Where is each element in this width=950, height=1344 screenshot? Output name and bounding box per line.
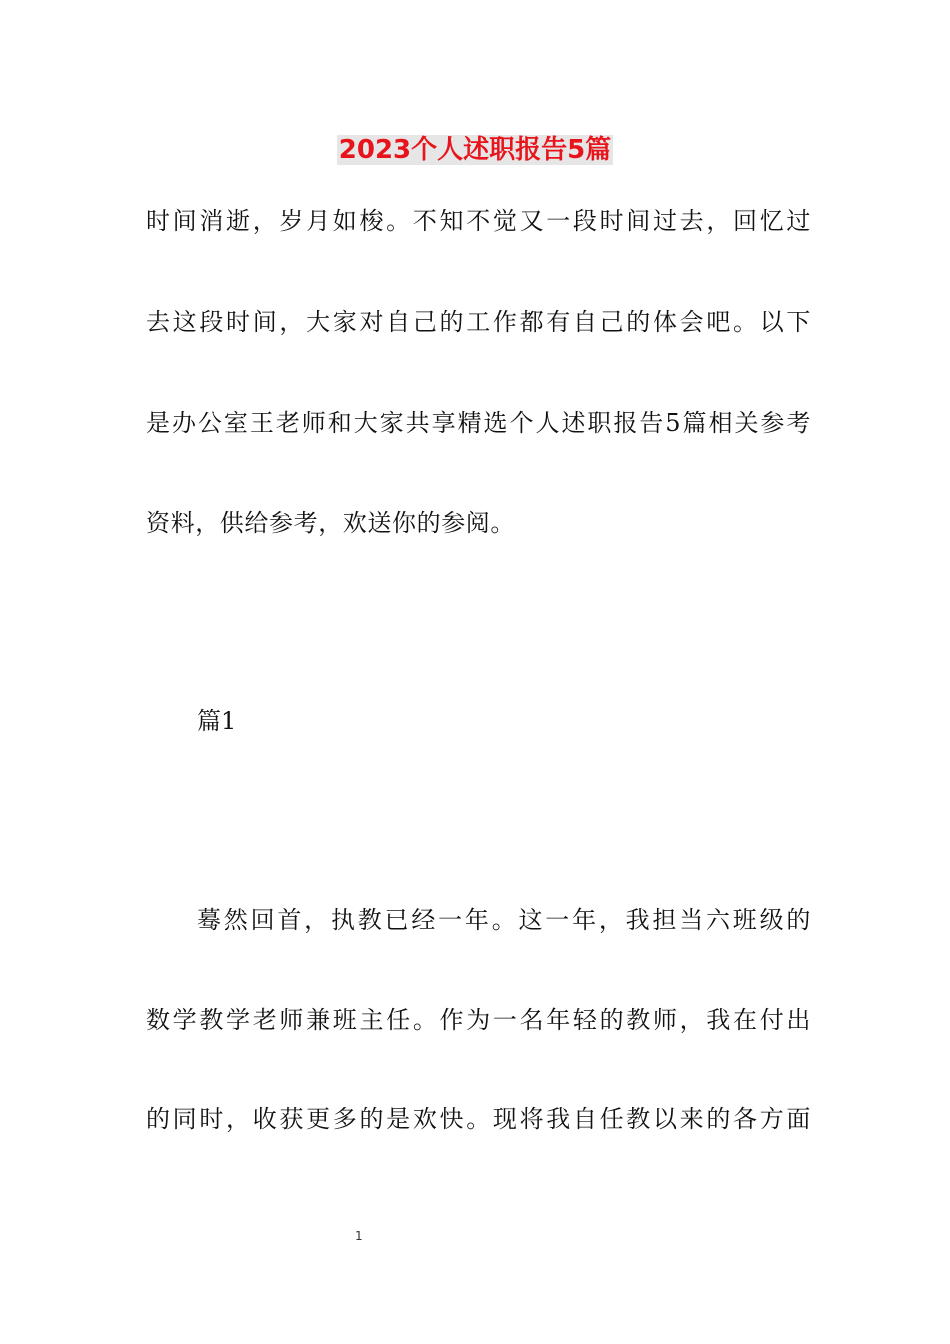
body-line-1: 蓦然回首，执教已经一年。这一年，我担当六班级的 — [197, 906, 811, 934]
body-line-3: 的同时，收获更多的是欢快。现将我自任教以来的各方面 — [146, 1105, 811, 1133]
document-title — [0, 132, 950, 168]
body-line-2: 数学教学老师兼班主任。作为一名年轻的教师，我在付出 — [146, 1006, 811, 1034]
intro-line-2: 去这段时间，大家对自己的工作都有自己的体会吧。以下 — [146, 308, 811, 336]
section-heading: 篇1 — [197, 707, 237, 735]
intro-line-4: 资料，供给参考，欢送你的参阅。 — [146, 509, 515, 537]
document-title-text: 2023个人述职报告5篇 — [338, 135, 612, 165]
intro-line-1: 时间消逝，岁月如梭。不知不觉又一段时间过去，回忆过 — [146, 207, 811, 235]
intro-line-3: 是办公室王老师和大家共享精选个人述职报告5篇相关参考 — [146, 409, 811, 437]
page-number: 1 — [355, 1229, 363, 1243]
